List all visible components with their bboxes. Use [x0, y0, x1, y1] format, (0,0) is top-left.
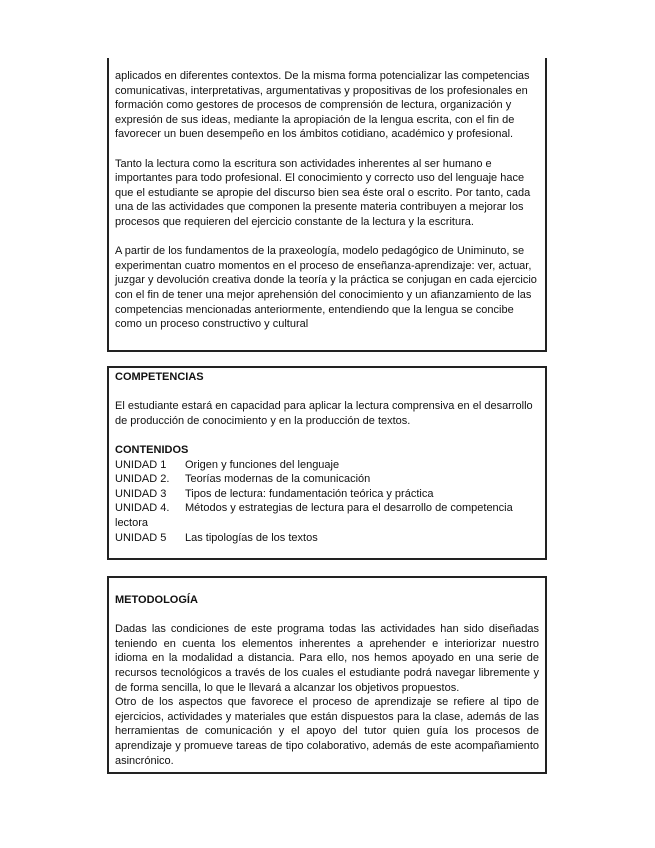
intro-paragraph-3: A partir de los fundamentos de la praxeología, modelo pedagógico de Uniminuto, se experimentan cuatro momentos en el proceso de enseñanza-aprendizaje: ver, actuar, juzgar y devolución creativa donde la teoría y la práctica se conjugan en cada ejercicio con el fin de tener una mejor aprehensión del conocimiento y un afianzamiento de las competencias mencionadas anteriormente, entendiendo que la lengua se concibe como un proceso constructivo y cultural	[115, 245, 537, 331]
unit-title: Las tipologías de los textos	[185, 531, 318, 544]
unit-item	[115, 487, 539, 502]
intro-paragraph-1: aplicados en diferentes contextos. De la misma forma potencializar las competencias comunicativas, interpretativas, argumentativas y propositivas de los profesionales en formación como gestores de procesos de comprensión de lectura, organización y expresión de sus ideas, mediante la apropiación de la lengua escrita, con el fin de favorecer un buen desempeño en los ámbitos cotidiano, académico y profesional.	[115, 70, 530, 141]
unit-item	[115, 472, 539, 487]
unit-title: Tipos de lectura: fundamentación teórica y práctica	[185, 487, 434, 500]
competencias-text: El estudiante estará en capacidad para aplicar la lectura comprensiva en el desarrollo de producción de conocimiento y en la producción de textos.	[115, 400, 533, 427]
unit-title: Métodos y estrategias de lectura para el desarrollo de competencia lectora	[115, 502, 513, 529]
unit-code: UNIDAD 5	[115, 531, 167, 544]
intro-paragraph-2: Tanto la lectura como la escritura son actividades inherentes al ser humano e importantes para todo profesional. El conocimiento y correcto uso del lenguaje hace que el estudiante se apropie del discurso bien sea éste oral o escrito. Por tanto, cada una de las actividades que componen la presente materia contribuyen a mejorar los procesos que requieren del ejercicio constante de la lectura y la escritura.	[115, 157, 531, 228]
unit-item	[115, 458, 539, 473]
contenidos-heading: CONTENIDOS	[115, 443, 189, 456]
metodologia-section	[107, 576, 547, 774]
unit-item	[115, 501, 539, 530]
competencias-section	[107, 366, 547, 560]
metodologia-paragraph-2: Otro de los aspectos que favorece el proceso de aprendizaje se refiere al tipo de ejercicios, actividades y materiales que están dispuestos para la clase, además de las herramientas de comunicación y el apoyo del tutor quien guía los procesos de aprendizaje y promueve tareas de tipo colaborativo, además de este acompañamiento asincrónico.	[115, 696, 539, 767]
intro-section	[107, 58, 547, 352]
metodologia-paragraph-1: Dadas las condiciones de este programa todas las actividades han sido diseñadas teniendo en cuenta los elementos inherentes a aprehender e interiorizar nuestro idioma en la modalidad a distancia. Para ello, nos hemos apoyado en una serie de recursos tecnológicos a través de los cuales el estudiante podrá navegar libremente y de forma sencilla, lo que le llevará a alcanzar los objetivos propuestos.	[115, 623, 539, 694]
metodologia-heading: METODOLOGÍA	[115, 594, 198, 606]
unit-code: UNIDAD 1	[115, 458, 167, 471]
unit-title: Teorías modernas de la comunicación	[185, 473, 371, 486]
unit-code: UNIDAD 3	[115, 487, 167, 500]
unit-code: UNIDAD 2.	[115, 473, 170, 486]
units-list	[115, 458, 539, 546]
unit-title: Origen y funciones del lenguaje	[185, 458, 340, 471]
unit-code: UNIDAD 4.	[115, 502, 170, 515]
unit-item	[115, 531, 539, 546]
competencias-heading: COMPETENCIAS	[115, 371, 204, 383]
